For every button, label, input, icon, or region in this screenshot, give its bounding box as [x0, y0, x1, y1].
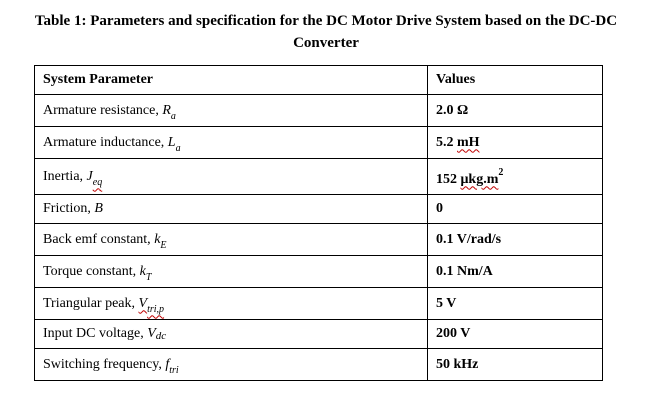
- param-symbol: L: [167, 134, 176, 150]
- param-cell: [35, 95, 428, 127]
- value-main: 5.2: [436, 134, 457, 150]
- param-symbol: R: [162, 102, 171, 118]
- param-subscript: a: [175, 142, 181, 154]
- param-symbol: V: [147, 326, 156, 341]
- caption-line-1: Table 1: Parameters and specification for the DC Motor Drive System based on the DC-DC: [34, 13, 618, 29]
- value-wrap: [436, 166, 504, 187]
- param-symbol: k: [154, 231, 161, 247]
- param-subscript: tri: [169, 364, 179, 376]
- param-symbol: f: [165, 356, 170, 372]
- table-row: [35, 320, 603, 349]
- param-subscript: tri,p: [147, 303, 165, 315]
- param-cell: [35, 288, 428, 320]
- table-row: [35, 127, 603, 159]
- caption-line-2: Converter: [293, 35, 359, 51]
- param-label: Back emf constant,: [43, 231, 155, 247]
- param-cell: [35, 349, 428, 381]
- param-subscript: T: [145, 271, 152, 283]
- param-label: Friction,: [43, 201, 95, 216]
- param-cell: [35, 159, 428, 195]
- header-values: Values: [428, 66, 603, 95]
- param-cell: [35, 224, 428, 256]
- table-row: [35, 224, 603, 256]
- param-cell: [35, 127, 428, 159]
- header-system-parameter: System Parameter: [35, 66, 428, 95]
- table-row: [35, 288, 603, 320]
- value-unit: μkg.m: [460, 171, 499, 187]
- param-subscript: a: [170, 110, 176, 122]
- param-subscript: eq: [92, 176, 103, 188]
- value-cell: 2.0 Ω: [428, 95, 603, 127]
- param-label: Switching frequency,: [43, 356, 166, 372]
- param-label: Triangular peak,: [43, 295, 139, 311]
- table-row: [35, 195, 603, 224]
- param-label: Input DC voltage,: [43, 326, 148, 341]
- value-cell: 0.1 Nm/A: [428, 256, 603, 288]
- param-cell: [35, 256, 428, 288]
- param-symbol: k: [139, 263, 146, 279]
- table-header-row: [35, 66, 603, 95]
- value-unit: mH: [457, 134, 480, 150]
- param-label: Torque constant,: [43, 263, 140, 279]
- table-caption: [0, 10, 652, 54]
- value-cell: 50 kHz: [428, 349, 603, 381]
- param-cell: [35, 320, 428, 349]
- value-cell: [428, 127, 603, 159]
- param-symbol: V: [138, 295, 148, 311]
- value-cell: 0.1 V/rad/s: [428, 224, 603, 256]
- param-label: Armature inductance,: [43, 134, 168, 150]
- param-label: Inertia,: [43, 168, 87, 184]
- value-cell: [428, 159, 603, 195]
- value-cell: 5 V: [428, 288, 603, 320]
- param-subscript: E: [160, 239, 167, 251]
- table-row: [35, 256, 603, 288]
- param-symbol: J: [86, 168, 93, 184]
- param-subscript: dc: [155, 330, 167, 342]
- param-cell: [35, 195, 428, 224]
- value-cell: 0: [428, 195, 603, 224]
- table-row: [35, 95, 603, 127]
- table-row: [35, 159, 603, 195]
- table-row: [35, 349, 603, 381]
- value-main: 152: [436, 171, 461, 187]
- value-cell: 200 V: [428, 320, 603, 349]
- parameters-table: [34, 65, 603, 381]
- param-symbol: B: [94, 201, 103, 216]
- param-label: Armature resistance,: [43, 102, 163, 118]
- value-superscript: 2: [498, 166, 504, 178]
